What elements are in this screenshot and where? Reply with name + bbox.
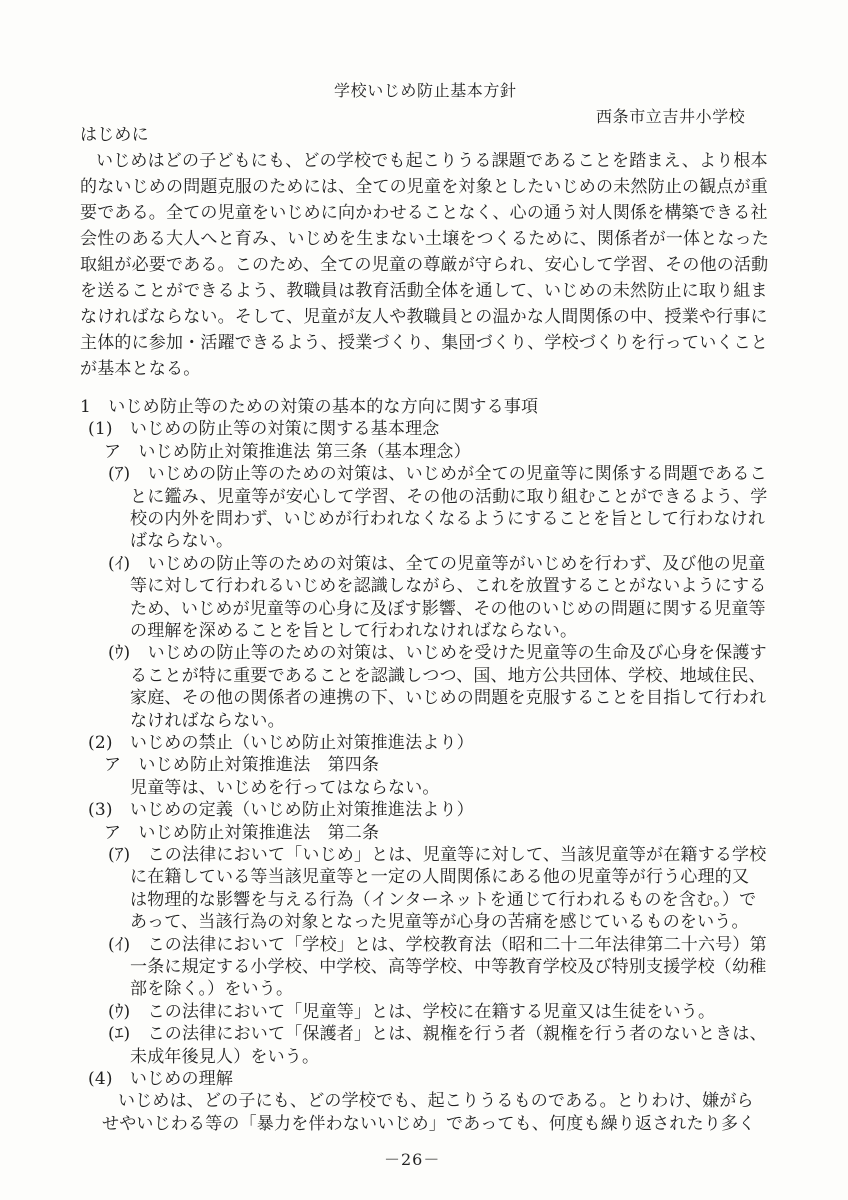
- body-line: ることが特に重要であることを認識しつつ、国、地方公共団体、学校、地域住民、: [130, 666, 766, 686]
- body-line: 要である。全ての児童をいじめに向かわせることなく、心の通う対人関係を構築できる社: [80, 203, 768, 223]
- body-line: せやいじわる等の「暴力を伴わないいじめ」であっても、何度も繰り返されたり多く: [102, 1114, 756, 1134]
- body-line: (ｲ) いじめの防止等のための対策は、全ての児童等がいじめを行わず、及び他の児童: [108, 554, 766, 574]
- body-line: ばならない。: [130, 531, 234, 551]
- body-line: 家庭、その他の関係者の連携の下、いじめの問題を克服することを目指して行われ: [130, 688, 767, 708]
- body-line: (ｱ) この法律において「いじめ」とは、児童等に対して、当該児童等が在籍する学校: [108, 845, 767, 865]
- document-title: 学校いじめ防止基本方針: [334, 81, 517, 100]
- body-line: 未成年後見人）をいう。: [130, 1047, 320, 1067]
- body-line: に在籍している等当該児童等と一定の人間関係にある他の児童等が行う心理的又: [130, 867, 750, 887]
- body-line: なければならない。: [130, 711, 285, 731]
- body-line: あって、当該行為の対象となった児童等が心身の苦痛を感じているものをいう。: [130, 912, 749, 932]
- page-number: －26－: [384, 1150, 441, 1169]
- body-line: (ｳ) いじめの防止等のための対策は、いじめを受けた児童等の生命及び心身を保護す: [108, 643, 767, 663]
- subsection-heading: (1) いじめの防止等の対策に関する基本理念: [88, 419, 440, 439]
- body-line: 一条に規定する小学校、中学校、高等学校、中等教育学校及び特別支援学校（幼稚: [130, 957, 767, 977]
- subsection-heading: (4) いじめの理解: [88, 1069, 234, 1089]
- body-line: を送ることができるよう、教職員は教育活動全体を通して、いじめの未然防止に取り組ま: [80, 281, 768, 301]
- body-line: なければならない。そして、児童が友人や教職員との温かな人間関係の中、授業や行事に: [80, 307, 768, 327]
- body-line: いじめは、どの子にも、どの学校でも、起こりうるものである。とりわけ、嫌がら: [118, 1091, 754, 1111]
- item-heading: ア いじめ防止対策推進法 第三条（基本理念）: [104, 442, 471, 462]
- subsection-heading: (3) いじめの定義（いじめ防止対策推進法より）: [88, 800, 474, 820]
- item-heading: ア いじめ防止対策推進法 第二条: [104, 823, 380, 843]
- body-line: 部を除く。）をいう。: [130, 979, 294, 999]
- body-line: 校の内外を問わず、いじめが行われなくなるようにすることを旨として行わなけれ: [130, 509, 766, 529]
- body-line: (ｳ) この法律において「児童等」とは、学校に在籍する児童又は生徒をいう。: [108, 1002, 716, 1022]
- body-line: 会性のある大人へと育み、いじめを生まない土壌をつくるために、関係者が一体となった: [80, 229, 770, 249]
- body-line: (ｴ) この法律において「保護者」とは、親権を行う者（親権を行う者のないときは、: [108, 1024, 767, 1044]
- body-line: 主体的に参加・活躍できるよう、授業づくり、集団づくり、学校づくりを行っていくこと: [80, 333, 768, 353]
- body-line: 的ないじめの問題克服のためには、全ての児童を対象としたいじめの未然防止の観点が重: [80, 177, 768, 197]
- school-name: 西条市立吉井小学校: [596, 107, 746, 126]
- section-heading: はじめに: [80, 125, 149, 145]
- body-line: いじめはどの子どもにも、どの学校でも起こりうる課題であることを踏まえ、より根本: [96, 151, 768, 171]
- subsection-heading: (2) いじめの禁止（いじめ防止対策推進法より）: [88, 733, 474, 753]
- body-line: ため、いじめが児童等の心身に及ぼす影響、その他のいじめの問題に関する児童等: [130, 599, 766, 619]
- body-line: 児童等は、いじめを行ってはならない。: [130, 778, 440, 798]
- body-line: の理解を深めることを旨として行われなければならない。: [130, 621, 578, 641]
- body-line: とに鑑み、児童等が安心して学習、その他の活動に取り組むことができるよう、学: [130, 487, 768, 507]
- body-line: (ｲ) この法律において「学校」とは、学校教育法（昭和二十二年法律第二十六号）第: [108, 935, 767, 955]
- body-line: 取組が必要である。このため、全ての児童の尊厳が守られ、安心して学習、その他の活動: [80, 255, 769, 275]
- body-line: は物理的な影響を与える行為（インターネットを通じて行われるものを含む。）で: [130, 890, 757, 910]
- section-heading: 1 いじめ防止等のための対策の基本的な方向に関する事項: [80, 397, 539, 417]
- body-line: 等に対して行われるいじめを認識しながら、これを放置することがないようにする: [130, 576, 767, 596]
- item-heading: ア いじめ防止対策推進法 第四条: [104, 755, 380, 775]
- body-line: (ｱ) いじめの防止等のための対策は、いじめが全ての児童等に関係する問題であるこ: [108, 464, 767, 484]
- body-line: が基本となる。: [80, 359, 201, 379]
